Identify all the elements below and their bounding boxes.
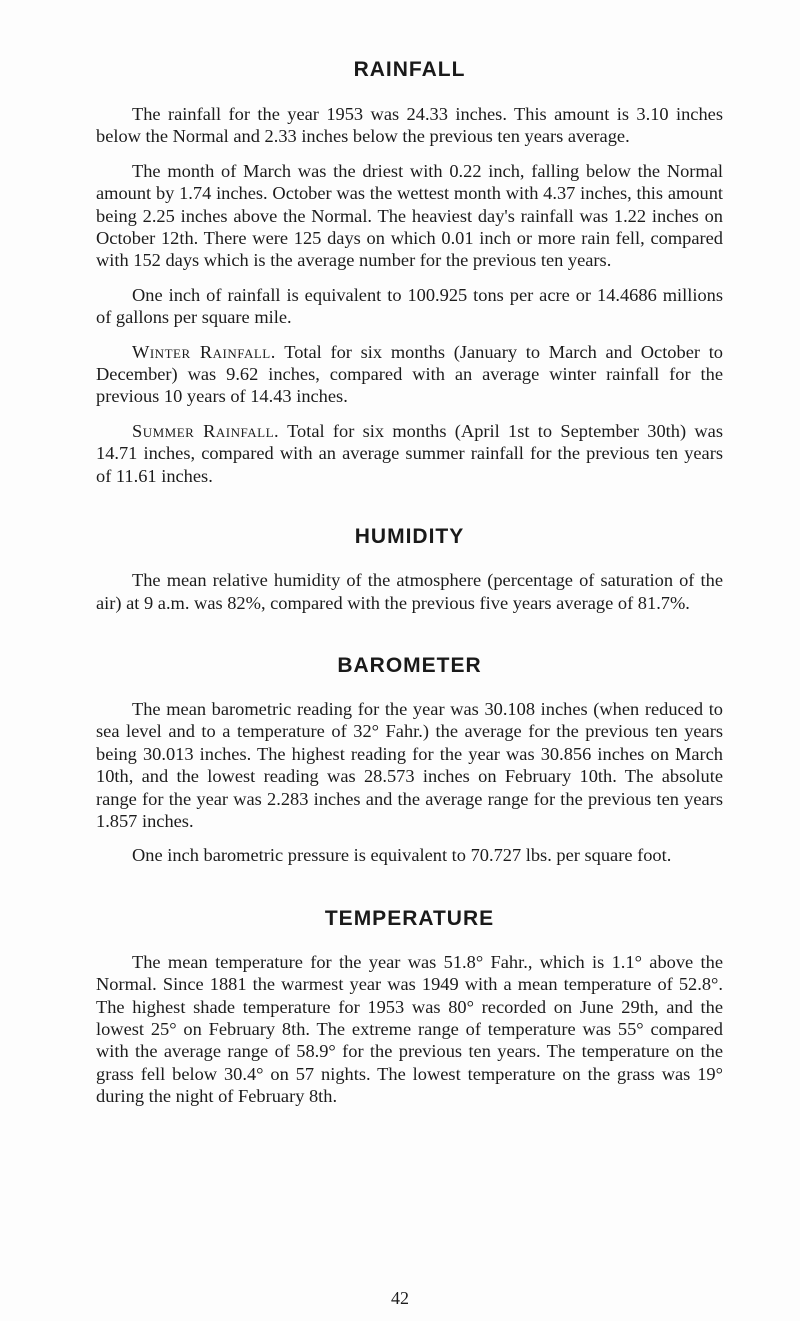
rainfall-heading: RAINFALL xyxy=(353,58,466,81)
barometer-heading: BAROMETER xyxy=(337,653,482,677)
humidity-paragraph: The mean relative humidity of the atmosphere (percentage of saturation of the air) at 9 a.m. was 82%, compared with the previous five years average of 81.7%. xyxy=(96,570,723,613)
rainfall-paragraph-2: The month of March was the driest with 0.22 inch, falling below the Normal amount by 1.74 inches. October was the wettest month with 4.37 inches, this amount being 2.25 inches above the Normal. The heaviest day's rainfall was 1.22 inches on October 12th. There were 125 days on which 0.01 inch or more rain fell, compared with 152 days which is the average number for the previous ten years. xyxy=(96,160,723,271)
summer-rainfall-label: Summer Rainfall. xyxy=(132,420,280,441)
barometer-paragraph-1: The mean barometric reading for the year was 30.108 inches (when reduced to sea level and to a temperature of 32° Fahr.) the average for the previous ten years being 30.013 inches. The highest reading for the year was 30.856 inches on March 10th, and the lowest reading was 28.573 inches on February 10th. The absolute range for the year was 2.283 inches and the average range for the previous ten years 1.857 inches. xyxy=(96,698,723,831)
winter-rainfall-label: Winter Rainfall. xyxy=(132,341,276,362)
rainfall-paragraph-3: One inch of rainfall is equivalent to 100.925 tons per acre or 14.4686 millions of gallons per square mile. xyxy=(96,284,723,328)
winter-rainfall-paragraph xyxy=(96,341,723,408)
summer-rainfall-paragraph xyxy=(96,420,723,487)
page-number: 42 xyxy=(391,1288,409,1308)
temperature-heading: TEMPERATURE xyxy=(324,906,495,930)
summer-rainfall-text: Total for six months (April 1st to September 30th) was 14.71 inches, compared with an average summer rainfall for the previous ten years of 11.61 inches. xyxy=(96,420,723,486)
page-content xyxy=(96,58,723,1108)
barometer-paragraph-2: One inch barometric pressure is equivalent to 70.727 lbs. per square foot. xyxy=(132,845,672,866)
temperature-paragraph: The mean temperature for the year was 51.8° Fahr., which is 1.1° above the Normal. Since 1881 the warmest year was 1949 with a mean temperature of 52.8°. The highest shade temperature for 1953 was 80° recorded on June 29th, and the lowest 25° on February 8th. The extreme range of temperature was 55° compared with the average range of 58.9° for the previous ten years. The temperature on the grass fell below 30.4° on 57 nights. The lowest temperature on the grass was 19° during the night of February 8th. xyxy=(96,951,723,1107)
humidity-heading: HUMIDITY xyxy=(354,525,465,549)
winter-rainfall-text: Total for six months (January to March and October to December) was 9.62 inches, compared with an average winter rainfall for the previous 10 years of 14.43 inches. xyxy=(96,341,723,407)
rainfall-paragraph-1: The rainfall for the year 1953 was 24.33 inches. This amount is 3.10 inches below the Normal and 2.33 inches below the previous ten years average. xyxy=(96,104,723,147)
